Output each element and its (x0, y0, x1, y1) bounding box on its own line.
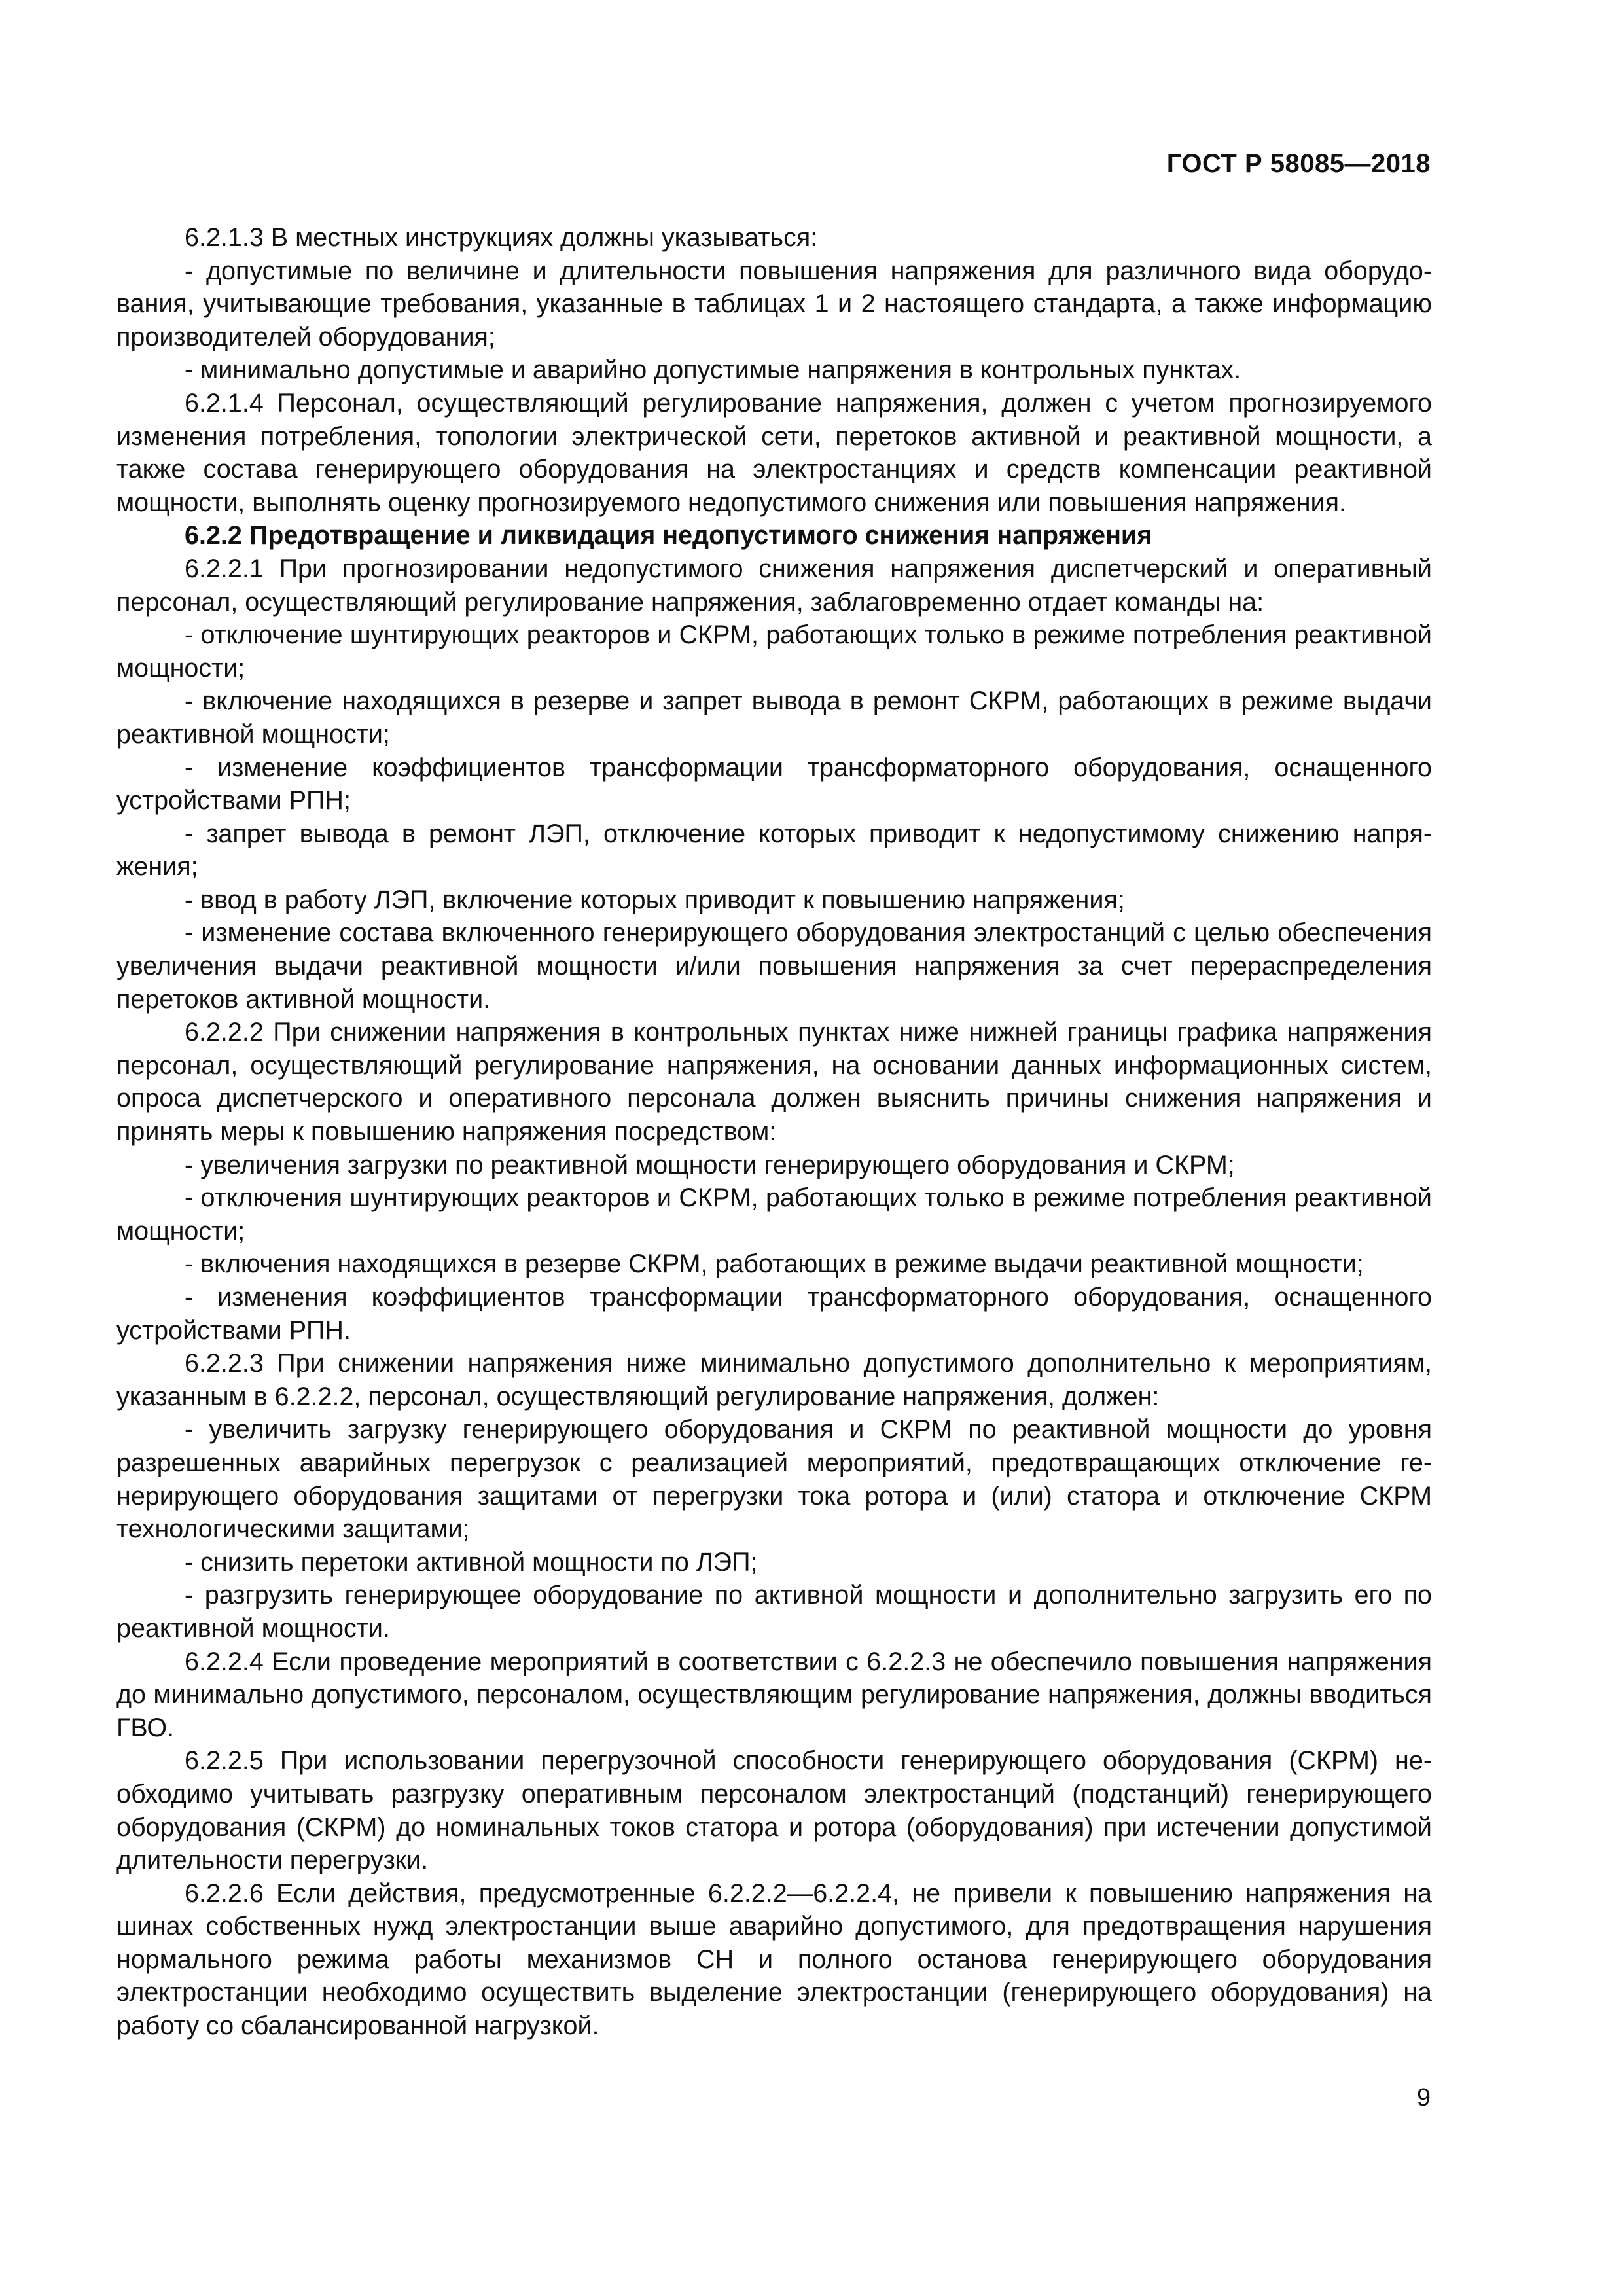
body-paragraph: - изменение коэффициентов трансформации трансформаторного оборудования, оснащенного устройствами РПН; (116, 753, 1432, 816)
body-paragraph: 6.2.2.5 При использовании перегрузочной способности генерирующего оборудования (СКРМ) необходимо учитывать разгрузку оперативным персоналом электростанций (подстанций) генерирующего оборудования (СКРМ) до номинальных токов статора и ротора (оборудования) при истечении допустимой длительности перегрузки. (116, 1746, 1432, 1875)
body-paragraph: 6.2.2.3 При снижении напряжения ниже минимально допустимого дополнительно к мероприятиям, указанным в 6.2.2.2, персонал, осуществляющий регулирование напряжения, должен: (116, 1349, 1432, 1411)
body-paragraph: - отключение шунтирующих реакторов и СКРМ, работающих только в режиме потребления реактивной мощности; (116, 620, 1432, 683)
body-paragraph: 6.2.1.4 Персонал, осуществляющий регулирование напряжения, должен с учетом прогнозируемого изменения потребления, топологии электрической сети, перетоков активной и реактивной мощности, а также состава генерирующего оборудования на электростанциях и средств компенсации реактивной мощности, выполнять оценку прогнозируемого недопустимого снижения или повышения напряжения. (116, 388, 1432, 517)
body-paragraph: - разгрузить генерирующее оборудование по активной мощности и дополнительно загрузить его по реактивной мощности. (116, 1581, 1432, 1643)
body-paragraph: - ввод в работу ЛЭП, включение которых приводит к повышению напряжения; (185, 885, 1125, 914)
body-paragraph: - допустимые по величине и длительности повышения напряжения для различного вида оборудования, учитывающие требования, указанные в таблицах 1 и 2 настоящего стандарта, а также информацию производителей оборудования; (116, 256, 1432, 351)
body-paragraph: - изменения коэффициентов трансформации трансформаторного оборудования, оснащенного устройствами РПН. (116, 1283, 1432, 1345)
body-paragraph: - увеличить загрузку генерирующего оборудования и СКРМ по реактивной мощности до уровня разрешенных аварийных перегрузок с реализацией мероприятий, предотвращающих отключение генерирующего оборудования защитами от перегрузки тока ротора и (или) статора и отключение СКРМ технологическими защитами; (116, 1415, 1432, 1544)
body-paragraph: - снизить перетоки активной мощности по ЛЭП; (185, 1547, 758, 1577)
body-paragraph: 6.2.2.4 Если проведение мероприятий в соответствии с 6.2.2.3 не обеспечило повышения напряжения до минимально допустимого, персоналом, осуществляющим регулирование напряжения, должны вводиться ГВО. (116, 1647, 1432, 1742)
body-paragraph: 6.2.2.1 При прогнозировании недопустимого снижения напряжения диспетчерский и оперативный персонал, осуществляющий регулирование напряжения, заблаговременно отдает команды на: (116, 554, 1432, 617)
body-paragraph: - изменение состава включенного генерирующего оборудования электростанций с целью обеспечения увеличения выдачи реактивной мощности и/или повышения напряжения за счет перераспределения перетоков активной мощности. (116, 918, 1432, 1014)
section-heading: 6.2.2 Предотвращение и ликвидация недопустимого снижения напряжения (185, 521, 1152, 550)
page-number: 9 (1416, 2084, 1431, 2111)
body-paragraph: 6.2.2.6 Если действия, предусмотренные 6.2.2.2—6.2.2.4, не привели к повышению напряжения на шинах собственных нужд электростанции выше аварийно допустимого, для предотвращения нарушения нормального режима работы механизмов СН и полного останова генерирующего оборудования электростанции необходимо осуществить выделение электростанции (генерирующего оборудования) на работу со сбалансированной нагрузкой. (116, 1878, 1432, 2041)
body-paragraph: - минимально допустимые и аварийно допустимые напряжения в контрольных пунктах. (185, 355, 1241, 385)
body-paragraph: 6.2.1.3 В местных инструкциях должны указываться: (185, 223, 818, 252)
body-paragraph: - включение находящихся в резерве и запрет вывода в ремонт СКРМ, работающих в режиме выдачи реактивной мощности; (116, 687, 1432, 749)
document-header-standard: ГОСТ Р 58085—2018 (1166, 149, 1431, 178)
body-paragraph: - запрет вывода в ремонт ЛЭП, отключение которых приводит к недопустимому снижению напряжения; (116, 819, 1432, 882)
body-paragraph: - отключения шунтирующих реакторов и СКРМ, работающих только в режиме потребления реактивной мощности; (116, 1183, 1432, 1246)
body-paragraph: - увеличения загрузки по реактивной мощности генерирующего оборудования и СКРМ; (185, 1150, 1235, 1179)
body-paragraph: - включения находящихся в резерве СКРМ, работающих в режиме выдачи реактивной мощности; (185, 1249, 1364, 1279)
body-paragraph: 6.2.2.2 При снижении напряжения в контрольных пунктах ниже нижней границы графика напряжения персонал, осуществляющий регулирование напряжения, на основании данных информационных систем, опроса диспетчерского и оперативного персонала должен выяснить причины снижения напряжения и принять меры к повышению напряжения посредством: (116, 1018, 1432, 1147)
document-body (116, 221, 1432, 2043)
